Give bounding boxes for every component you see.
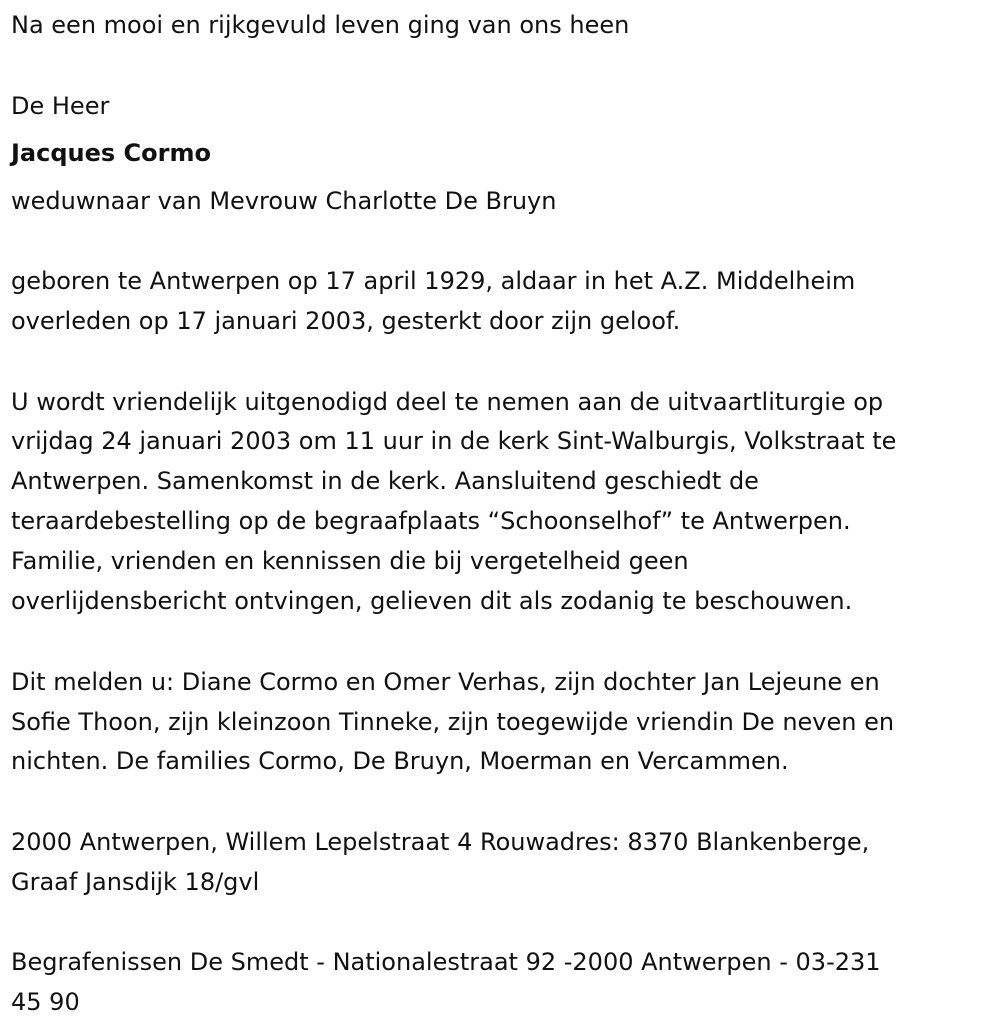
family-line-1: Dit melden u: Diane Cormo en Omer Verhas, zijn dochter Jan Lejeune en (11, 668, 880, 696)
spouse-line: weduwnaar van Mevrouw Charlotte De Bruyn (11, 187, 557, 215)
invitation-line-4: teraardebestelling op de begraafplaats “Schoonselhof” te Antwerpen. (11, 507, 851, 535)
family-line-3: nichten. De families Cormo, De Bruyn, Moerman en Vercammen. (11, 747, 789, 775)
undertaker-line-2: 45 90 (11, 988, 80, 1016)
intro-line: Na een mooi en rijkgevuld leven ging van ons heen (11, 11, 630, 39)
invitation-line-3: Antwerpen. Samenkomst in de kerk. Aansluitend geschiedt de (11, 467, 759, 495)
address-line-2: Graaf Jansdijk 18/gvl (11, 868, 260, 896)
deceased-name: Jacques Cormo (11, 139, 211, 167)
family-line-2: Sofie Thoon, zijn kleinzoon Tinneke, zijn toegewijde vriendin De neven en (11, 708, 895, 736)
undertaker-line-1: Begrafenissen De Smedt - Nationalestraat 92 -2000 Antwerpen - 03-231 (11, 948, 881, 976)
address-line-1: 2000 Antwerpen, Willem Lepelstraat 4 Rouwadres: 8370 Blankenberge, (11, 828, 870, 856)
invitation-line-6: overlijdensbericht ontvingen, gelieven dit als zodanig te beschouwen. (11, 587, 853, 615)
death-line: overleden op 17 januari 2003, gesterkt door zijn geloof. (11, 307, 681, 335)
honorific: De Heer (11, 92, 110, 120)
birth-line: geboren te Antwerpen op 17 april 1929, aldaar in het A.Z. Middelheim (11, 267, 856, 295)
invitation-line-1: U wordt vriendelijk uitgenodigd deel te nemen aan de uitvaartliturgie op (11, 388, 884, 416)
invitation-line-2: vrijdag 24 januari 2003 om 11 uur in de kerk Sint-Walburgis, Volkstraat te (11, 427, 897, 455)
invitation-line-5: Familie, vrienden en kennissen die bij vergetelheid geen (11, 547, 689, 575)
